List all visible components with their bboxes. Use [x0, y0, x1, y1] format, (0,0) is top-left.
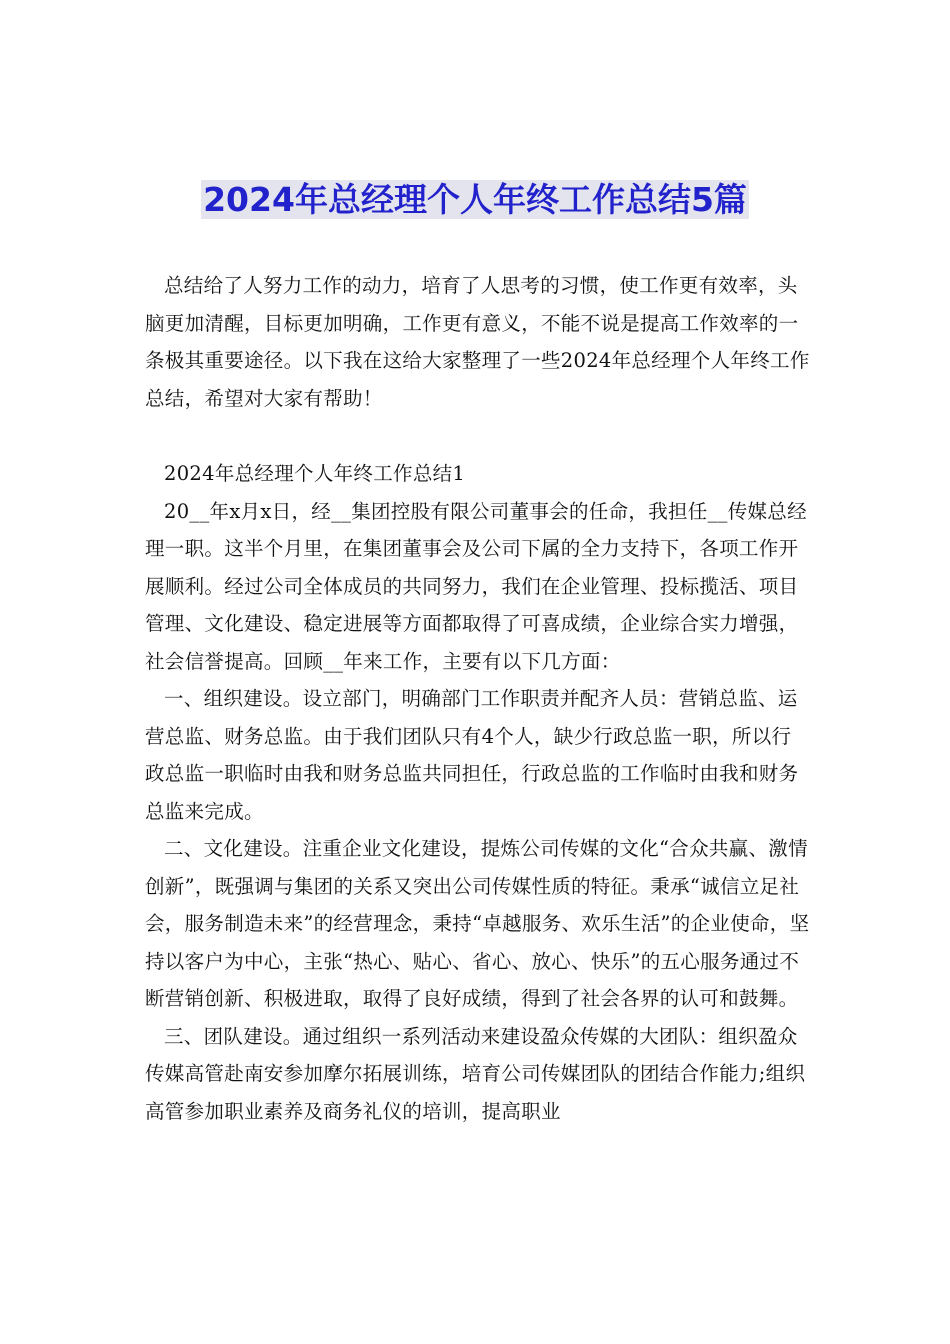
- intro-block: [145, 267, 810, 417]
- body-paragraph-4: 三、团队建设。通过组织一系列活动来建设盈众传媒的大团队：组织盈众传媒高管赴南安参加摩尔拓展训练，培育公司传媒团队的团结合作能力;组织高管参加职业素养及商务礼仪的培训，提高职业: [145, 1024, 806, 1123]
- section-block: [145, 455, 810, 1130]
- document-title: [0, 176, 950, 224]
- document-title-text: 2024年总经理个人年终工作总结5篇: [203, 180, 747, 219]
- section-heading: 2024年总经理个人年终工作总结1: [164, 462, 466, 485]
- intro-paragraph: 总结给了人努力工作的动力，培育了人思考的习惯，使工作更有效率，头脑更加清醒，目标更加明确，工作更有意义，不能不说是提高工作效率的一条极其重要途径。以下我在这给大家整理了一些2024年总经理个人年终工作总结，希望对大家有帮助！: [145, 274, 810, 410]
- body-paragraph-3: 二、文化建设。注重企业文化建设，提炼公司传媒的文化“合众共赢、激情创新”，既强调与集团的关系又突出公司传媒性质的特征。秉承“诚信立足社会，服务制造未来”的经营理念，秉持“卓越服务、欢乐生活”的企业使命，坚持以客户为中心，主张“热心、贴心、省心、放心、快乐”的五心服务通过不断营销创新、积极进取，取得了良好成绩，得到了社会各界的认可和鼓舞。: [145, 837, 810, 1010]
- body-paragraph-1: 20__年x月x日，经__集团控股有限公司董事会的任命，我担任__传媒总经理一职。这半个月里，在集团董事会及公司下属的全力支持下，各项工作开展顺利。经过公司全体成员的共同努力，我们在企业管理、投标揽活、项目管理、文化建设、稳定进展等方面都取得了可喜成绩，企业综合实力增强，社会信誉提高。回顾__年来工作，主要有以下几方面：: [145, 499, 807, 673]
- body-paragraph-2: 一、组织建设。设立部门，明确部门工作职责并配齐人员：营销总监、运营总监、财务总监。由于我们团队只有4个人，缺少行政总监一职，所以行政总监一职临时由我和财务总监共同担任，行政总监的工作临时由我和财务总监来完成。: [145, 687, 799, 823]
